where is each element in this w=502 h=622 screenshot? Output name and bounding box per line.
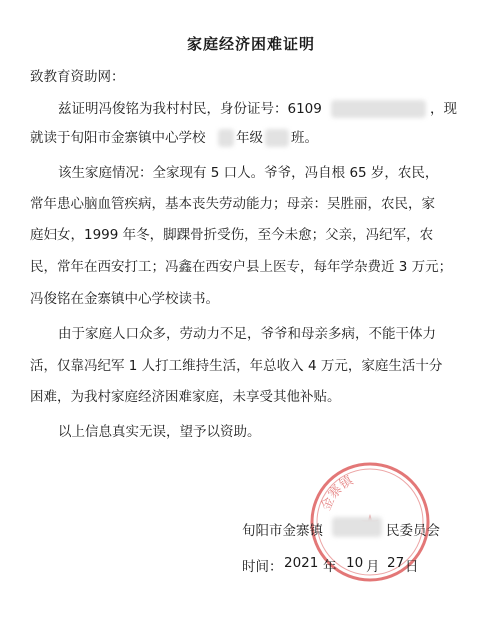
para2-line4: 民，常年在西安打工；冯鑫在西安户县上医专，每年学杂费近 3 万元； <box>30 259 453 275</box>
date-day: 27 <box>387 555 405 571</box>
redacted-village-name <box>332 517 382 537</box>
para4-line1: 以上信息真实无误，望予以资助。 <box>58 424 261 440</box>
para2-line3: 庭妇女，1999 年冬，脚踝骨折受伤，至今未愈；父亲，冯纪军，农 <box>30 227 434 243</box>
redacted-class <box>265 129 289 147</box>
redacted-grade <box>218 129 234 147</box>
para1-line1-b: ，现 <box>430 101 457 117</box>
date-year: 2021 <box>284 555 319 571</box>
para3-line3: 困难，为我村家庭经济困难家庭，未享受其他补贴。 <box>30 389 341 405</box>
para1-line2-c: 班。 <box>291 130 318 146</box>
para2-line5: 冯俊铭在金寨镇中心学校读书。 <box>30 291 219 307</box>
village-committee-prefix: 旬阳市金寨镇 <box>242 523 323 539</box>
para1-line2-b: 年级 <box>236 130 263 146</box>
salutation: 致教育资助网： <box>30 69 125 85</box>
para3-line2: 活，仅靠冯纪军 1 人打工维持生活，年总收入 4 万元，家庭生活十分 <box>30 358 443 374</box>
date-month-unit: 月 <box>366 559 380 575</box>
para1-line2-a: 就读于旬阳市金寨镇中心学校 <box>30 130 206 146</box>
date-month: 10 <box>346 555 364 571</box>
para2-line2: 常年患心脑血管疾病，基本丧失劳动能力；母亲：吴胜丽，农民，家 <box>30 196 435 212</box>
redacted-id-number <box>331 100 426 118</box>
svg-text:金寨镇 <box>318 472 357 513</box>
para3-line1: 由于家庭人口众多，劳动力不足，爷爷和母亲多病，不能干体力 <box>58 326 436 342</box>
seal-text: 金寨镇 <box>318 473 356 513</box>
date-day-unit: 日 <box>405 559 419 575</box>
village-committee-suffix: 民委员会 <box>386 523 440 539</box>
date-label: 时间： <box>242 559 283 575</box>
date-year-unit: 年 <box>323 559 337 575</box>
para1-line1-a: 兹证明冯俊铭为我村村民，身份证号：6109 <box>58 101 322 117</box>
para2-line1: 该生家庭情况：全家现有 5 口人。爷爷，冯自根 65 岁，农民， <box>58 165 439 181</box>
document-title: 家庭经济困难证明 <box>186 35 315 53</box>
